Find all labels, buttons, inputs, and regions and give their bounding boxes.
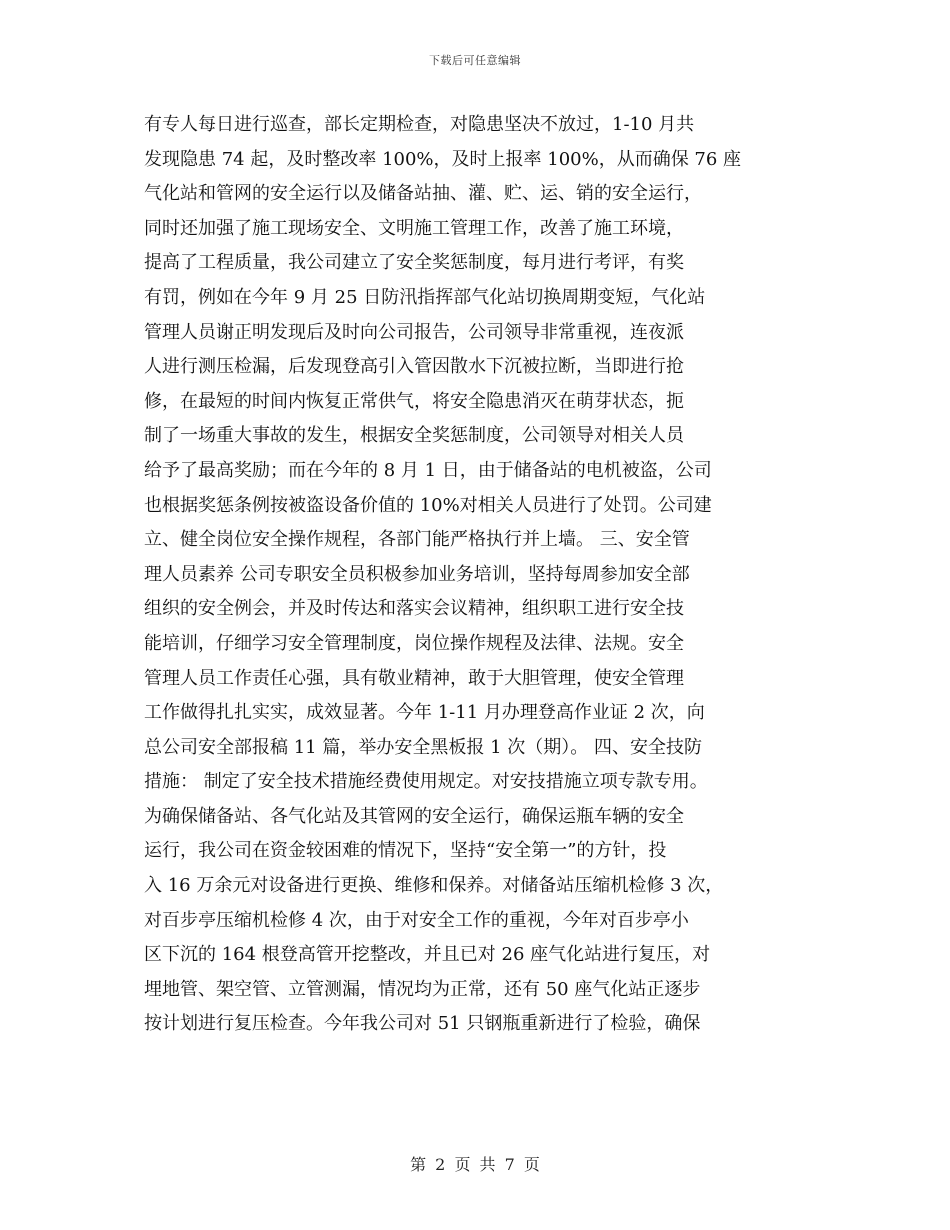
body-line: 措施： 制定了安全技术措施经费使用规定。对安技措施立项专款专用。 [144,771,708,793]
body-line: 按计划进行复压检查。今年我公司对 51 只钢瓶重新进行了检验，确保 [144,1013,701,1035]
body-line: 修，在最短的时间内恢复正常供气，将安全隐患消灭在萌芽状态，扼 [144,390,684,412]
body-line: 有专人每日进行巡查，部长定期检查，对隐患坚决不放过，1-10 月共 [144,114,695,135]
body-line: 发现隐患 74 起，及时整改率 100%，及时上报率 100%，从而确保 76 座 [144,148,742,170]
body-line: 人进行测压检漏，后发现登高引入管因散水下沉被拉断，当即进行抢 [144,356,684,378]
body-line: 立、健全岗位安全操作规程，各部门能严格执行并上墙。 三、安全管 [144,529,690,551]
body-line: 也根据奖惩条例按被盗设备价值的 10%对相关人员进行了处罚。公司建 [144,494,712,516]
body-line: 区下沉的 164 根登高管开挖整改，并且已对 26 座气化站进行复压，对 [144,944,711,966]
body-line: 制了一场重大事故的发生，根据安全奖惩制度，公司领导对相关人员 [144,425,684,447]
document-body [144,108,816,1042]
body-line: 管理人员工作责任心强，具有敬业精神，敢于大胆管理，使安全管理 [144,667,684,689]
body-line: 组织的安全例会，并及时传达和落实会议精神，组织职工进行安全技 [144,598,684,620]
body-line: 给予了最高奖励；而在今年的 8 月 1 日，由于储备站的电机被盗，公司 [144,459,712,481]
body-line: 为确保储备站、各气化站及其管网的安全运行，确保运瓶车辆的安全 [144,805,684,827]
body-line: 气化站和管网的安全运行以及储备站抽、灌、贮、运、销的安全运行， [144,183,702,205]
body-line: 能培训，仔细学习安全管理制度，岗位操作规程及法律、法规。安全 [144,632,684,654]
body-line: 总公司安全部报稿 11 篇，举办安全黑板报 1 次（期）。 四、安全技防 [144,736,702,758]
body-line: 埋地管、架空管、立管测漏，情况均为正常，还有 50 座气化站正逐步 [144,978,701,1000]
body-line: 同时还加强了施工现场安全、文明施工管理工作，改善了施工环境， [144,217,684,239]
body-line: 有罚，例如在今年 9 月 25 日防汛指挥部气化站切换周期变短，气化站 [144,286,706,308]
body-line: 理人员素养 公司专职安全员积极参加业务培训，坚持每周参加安全部 [144,563,690,585]
body-line: 工作做得扎扎实实，成效显著。今年 1-11 月办理登高作业证 2 次，向 [144,702,705,724]
page-number: 第 2 页 共 7 页 [410,1155,540,1174]
body-line: 提高了工程质量，我公司建立了安全奖惩制度，每月进行考评，有奖 [144,252,684,274]
page-header: 下载后可任意编辑 [429,54,521,67]
body-line: 管理人员谢正明发现后及时向公司报告，公司领导非常重视，连夜派 [144,321,684,343]
body-line: 运行，我公司在资金较困难的情况下，坚持“安全第一”的方针，投 [144,840,667,862]
body-line: 入 16 万余元对设备进行更换、维修和保养。对储备站压缩机检修 3 次， [144,875,724,897]
body-line: 对百步亭压缩机检修 4 次，由于对安全工作的重视，今年对百步亭小 [144,909,689,931]
